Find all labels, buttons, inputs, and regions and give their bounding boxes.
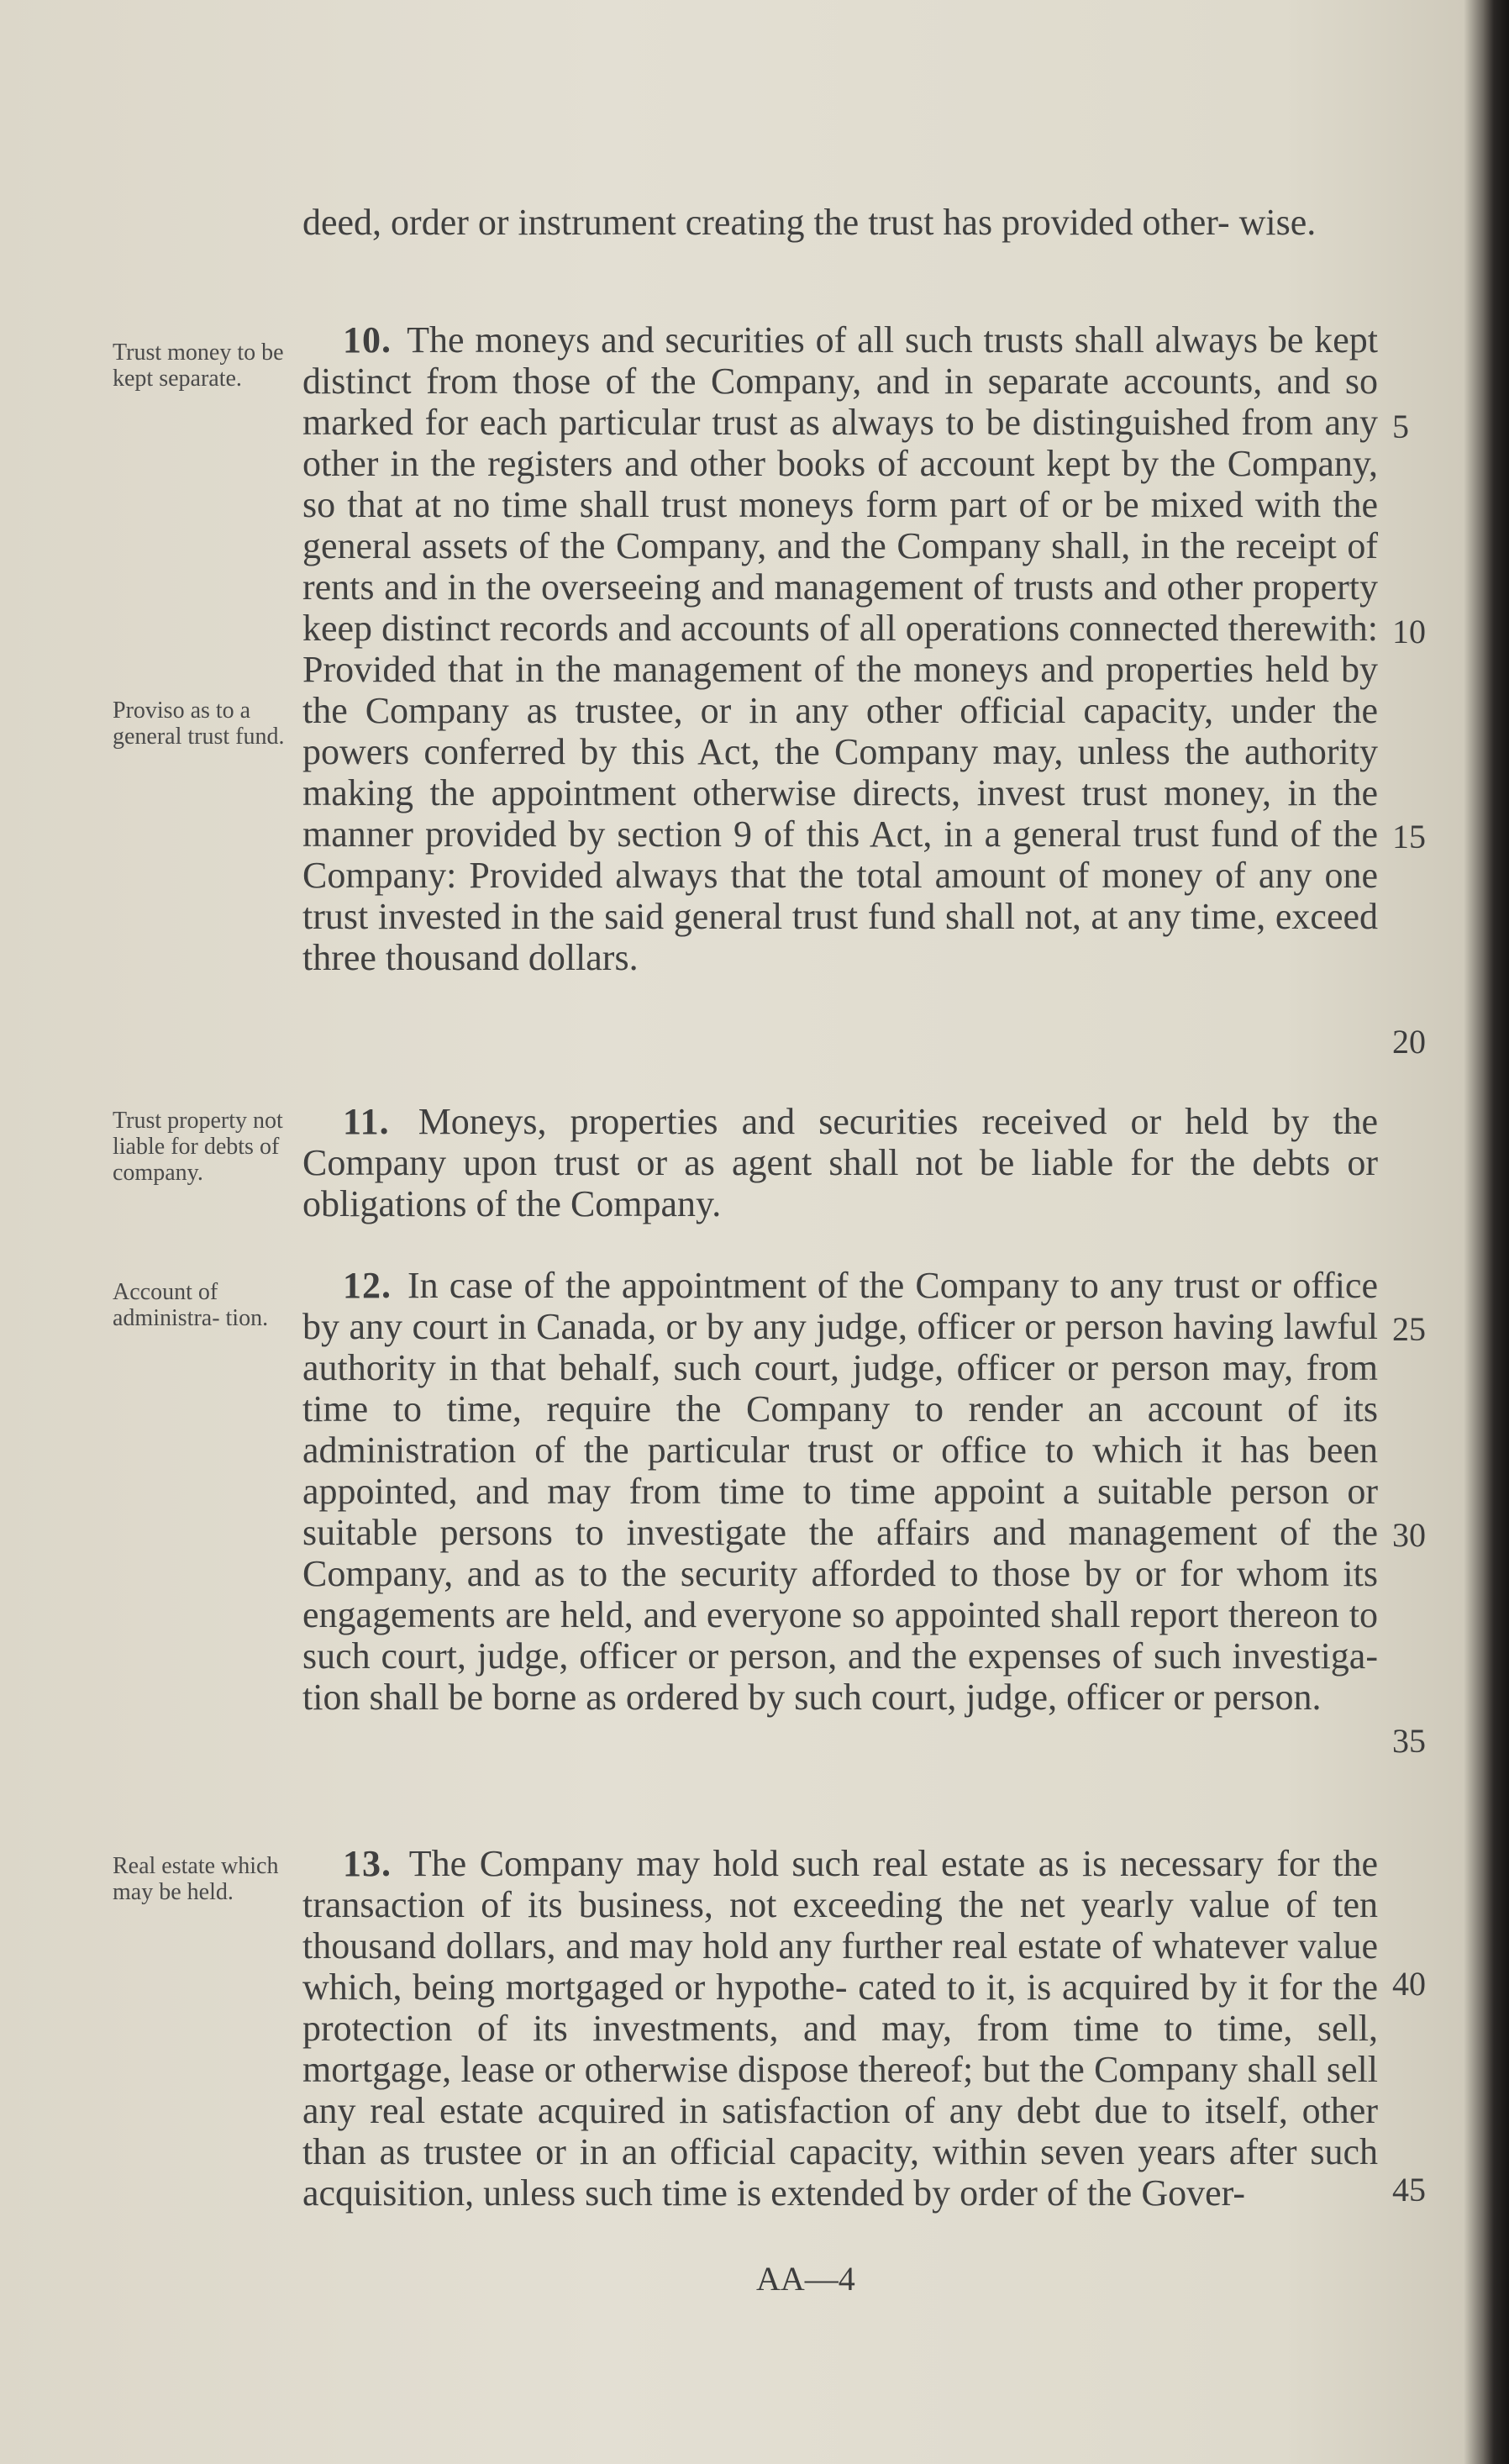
- section-text: Moneys, properties and securities received or held by the Company upon trust or as agent shall not be liable for the debts or obligations of the Company.: [302, 1101, 1379, 1224]
- section-text: The moneys and securities of all such trusts shall always be kept distinct from those of the Company, and in separate accounts, and so marked for each particular trust as always to be distinguished from any other in the registers and other books of account kept by the Company, so that at no time shall trust moneys form part of or be mixed with the general assets of the Company, and the Company shall, in the receipt of rents and in the overseeing and management of trusts and other property keep distinct records and accounts of all operations connected therewith: Provided that in the management of the moneys and properties held by the Company as trustee, or in any other official capacity, under the powers conferred by this Act, the Company may, unless the authority making the appointment otherwise directs, invest trust money, in the manner provided by section 9 of this Act, in a general trust fund of the Company: Provided always that the total amount of money of any one trust invested in the said general trust fund shall not, at any time, exceed three thousand dollars.: [302, 319, 1378, 978]
- line-number: 20: [1392, 1023, 1426, 1061]
- line-number: 35: [1392, 1722, 1426, 1760]
- line-number: 40: [1392, 1965, 1426, 2003]
- margin-note: Trust property not liable for debts of company.: [113, 1108, 283, 1186]
- section-11: [302, 1101, 1378, 1224]
- signature-mark: AA—4: [756, 2260, 855, 2298]
- section-13: [302, 1843, 1378, 2214]
- line-number: 5: [1392, 408, 1409, 445]
- section-12: [302, 1265, 1378, 1718]
- line-number: 15: [1392, 818, 1426, 856]
- intro-continuation: [302, 202, 1378, 243]
- section-number: 10.: [343, 319, 392, 361]
- margin-note: Trust money to be kept separate.: [113, 340, 284, 392]
- section-text: The Company may hold such real estate as is necessary for the transaction of its business, not exceeding the net yearly value of ten thousand dollars, and may hold any further real estate of whatever value which, being mortgaged or hypothe- cated to it, is acquired by it for the protection of its investments, and may, from time to time, sell, mortgage, lease or otherwise dispose thereof; but the Company shall sell any real estate acquired in satisfaction of any debt due to itself, other than as trustee or in an official capacity, within seven years after such acquisition, unless such time is extended by order of the Gover-: [302, 1843, 1378, 2214]
- margin-note: Proviso as to a general trust fund.: [113, 698, 285, 750]
- line-number: 45: [1392, 2171, 1426, 2209]
- section-number: 13.: [343, 1843, 392, 1884]
- line-number: 30: [1392, 1516, 1426, 1554]
- margin-note: Account of administra- tion.: [113, 1279, 269, 1331]
- line-number: 10: [1392, 613, 1426, 650]
- section-number: 12.: [343, 1265, 392, 1306]
- line-number: 25: [1392, 1310, 1426, 1348]
- section-10: [302, 319, 1378, 978]
- margin-note: Real estate which may be held.: [113, 1853, 279, 1905]
- section-number: 11.: [343, 1101, 390, 1142]
- section-text: In case of the appointment of the Company to any trust or office by any court in Canada, or by any judge, officer or person having lawful authority in that behalf, such court, judge, officer or person may, from time to time, require the Company to render an account of its administration of the particular trust or office to which it has been appointed, and may from time to time appoint a suitable person or suitable persons to investigate the affairs and management of the Company, and as to the security afforded to those by or for whom its engagements are held, and everyone so appointed shall report thereon to such court, judge, officer or person, and the expenses of such investiga- tion shall be borne as ordered by such court, judge, officer or person.: [302, 1265, 1378, 1718]
- book-spine: [1484, 0, 1509, 2464]
- intro-text: deed, order or instrument creating the trust has provided other- wise.: [302, 202, 1317, 243]
